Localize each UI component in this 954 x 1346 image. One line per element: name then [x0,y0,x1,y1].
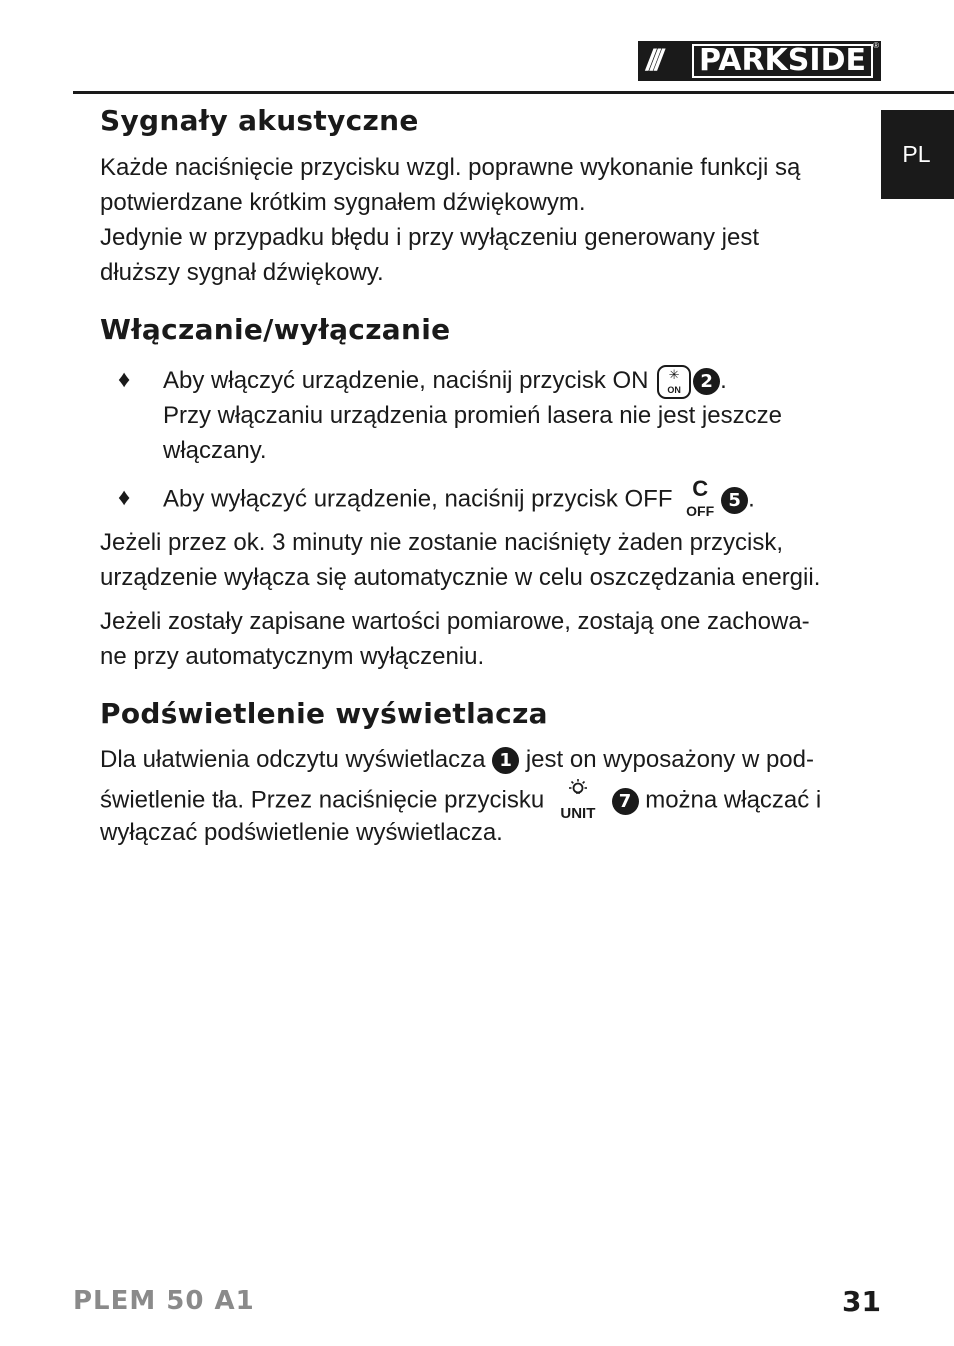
heading-acoustic-signals: Sygnały akustyczne [100,104,419,137]
heading-backlight: Podświetlenie wyświetlacza [100,697,548,730]
on-key-icon: ✳ ON [657,365,691,399]
logo-stripes: /// [646,44,660,77]
off-instruction-text: Aby wyłączyć urządzenie, naciśnij przycisk OFF [163,485,673,513]
ref-number-7: 7 [612,788,639,815]
logo-registered-mark: ® [873,41,879,50]
backlight-line3: wyłączać podświetlenie wyświetlacza. [100,819,503,846]
off-instruction [163,476,863,519]
on-key-label: ON [667,384,681,395]
header-rule [73,91,954,94]
on-instruction-line3: włączany. [163,437,267,464]
backlight-line1 [100,742,814,777]
footer-model: PLEM 50 A1 [73,1286,255,1316]
on-instruction-text: Aby włączyć urządzenie, naciśnij przycisk ON [163,367,649,394]
logo-text-box [692,44,873,78]
ref-number-2: 2 [693,368,720,395]
language-tab-label: PL [902,141,931,167]
bullet-diamond: ♦ [118,366,131,393]
unit-key-label: UNIT [560,805,596,822]
off-key-icon [682,476,718,519]
off-key-label: OFF [686,503,715,519]
on-instruction-line1 [163,363,863,399]
logo-text: PARKSIDE [694,46,871,76]
off-instruction-period: . [748,485,755,513]
backlight-line1-text-b: jest on wyposażony w pod- [525,746,814,773]
on-instruction-line2: Przy włączaniu urządzenia promień lasera nie jest jeszcze [163,402,782,429]
on-instruction-period: . [720,367,727,394]
off-key-c: C [692,476,709,501]
ref-number-5: 5 [721,487,748,514]
backlight-line1-text-a: Dla ułatwienia odczytu wyświetlacza [100,746,486,773]
language-tab [881,110,954,199]
lightbulb-icon [565,778,591,800]
bullet-diamond: ♦ [118,484,131,511]
auto-off-text: Jeżeli przez ok. 3 minuty nie zostanie naciśnięty żaden przycisk, urządzenie wyłącza się automatycznie w celu oszczędzania energii. [100,529,821,591]
ref-number-1: 1 [492,747,519,774]
acoustic-signals-text: Każde naciśnięcie przycisku wzgl. poprawne wykonanie funkcji są potwierdzane krótkim sygnałem dźwiękowym. Jedynie w przypadku błędu i przy wyłączeniu generowany jest dłuższy sygnał dźwiękowy. [100,154,801,286]
page-number: 31 [842,1285,881,1318]
heading-on-off: Włączanie/wyłączanie [100,313,451,346]
saved-values-text: Jeżeli zostały zapisane wartości pomiarowe, zostają one zachowa- ne przy automatycznym wyłączeniu. [100,608,810,670]
backlight-line2-text-a: świetlenie tła. Przez naciśnięcie przycisku [100,786,545,814]
backlight-line2-text-b: można włączać i [645,786,822,814]
parkside-logo [638,41,881,81]
